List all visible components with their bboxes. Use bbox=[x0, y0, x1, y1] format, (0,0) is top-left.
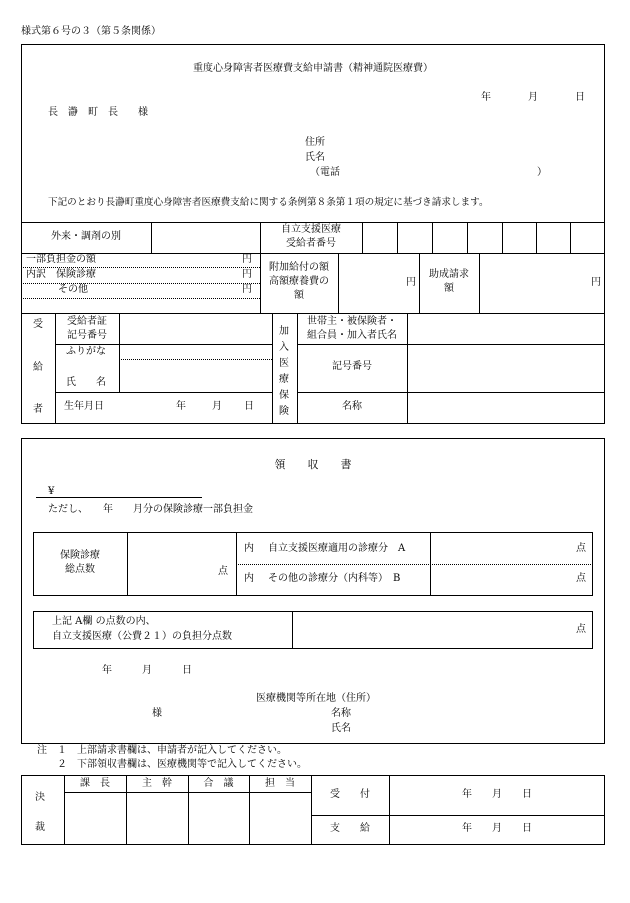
breakdown-label: 内訳 bbox=[26, 269, 46, 280]
name-label: 氏名 bbox=[305, 152, 325, 163]
dob-month: 月 bbox=[212, 401, 222, 412]
approval-col-4: 担 当 bbox=[265, 778, 295, 789]
paid-label: 支 給 bbox=[330, 823, 370, 834]
approval-col-2: 主 幹 bbox=[142, 778, 172, 789]
total-points-unit: 点 bbox=[218, 566, 228, 577]
recipient-side-2: 給 bbox=[33, 362, 43, 373]
note-2: ２ 下部領収書欄は、医療機関等で記入してください。 bbox=[37, 759, 307, 770]
insurance-section-label: 加入医療保険 bbox=[279, 326, 289, 417]
supplementary-yen: 円 bbox=[406, 277, 416, 288]
receipt-title: 領 収 書 bbox=[274, 458, 352, 471]
address-label: 住所 bbox=[305, 137, 325, 148]
inner-label-b: 内 bbox=[244, 573, 254, 584]
phone-close: ） bbox=[537, 167, 547, 178]
supplementary-label: 附加給付の額 高額療養費の 額 bbox=[269, 262, 329, 301]
public-expense-label: 上記 A欄 の点数の内、 自立支援医療（公費２１）の負担分点数 bbox=[52, 616, 232, 642]
copay-yen: 円 bbox=[242, 254, 252, 265]
doctor-name-label: 氏名 bbox=[331, 723, 351, 734]
approval-side-2: 裁 bbox=[35, 822, 45, 833]
other-yen: 円 bbox=[242, 284, 252, 295]
inner-label-a: 内 bbox=[244, 543, 254, 554]
insurance-label: 保険診療 bbox=[56, 269, 96, 280]
institution-address-label: 医療機関等所在地（住所） bbox=[256, 693, 376, 704]
form-number: 様式第６号の３（第５条関係） bbox=[21, 26, 161, 37]
date-year: 年 bbox=[481, 92, 491, 103]
furigana-label: ふりがな bbox=[66, 346, 106, 357]
recipient-side-1: 受 bbox=[33, 319, 43, 330]
visit-type-label: 外来・調剤の別 bbox=[51, 231, 121, 242]
insurance-yen: 円 bbox=[242, 269, 252, 280]
proviso: ただし、 年 月分の保険診療一部負担金 bbox=[48, 504, 253, 515]
receipt-date: 年 月 日 bbox=[102, 665, 192, 676]
symbol-number-label: 記号番号 bbox=[332, 361, 372, 372]
approval-col-1: 課 長 bbox=[80, 778, 110, 789]
subsidy-yen: 円 bbox=[591, 277, 601, 288]
institution-name-label: 名称 bbox=[331, 708, 351, 719]
received-date: 年 月 日 bbox=[462, 789, 532, 800]
total-points-label: 保険診療 総点数 bbox=[60, 550, 100, 575]
insurer-name-label: 名称 bbox=[342, 401, 362, 412]
yen-mark: ¥ bbox=[48, 486, 55, 497]
approval-side-1: 決 bbox=[35, 792, 45, 803]
addressee: 長 瀞 町 長 様 bbox=[48, 107, 148, 118]
date-day: 日 bbox=[575, 92, 585, 103]
copay-label: 一部負担金の額 bbox=[26, 254, 96, 265]
dob-day: 日 bbox=[244, 401, 254, 412]
cert-number-label: 受給者証 記号番号 bbox=[67, 316, 107, 341]
public-expense-unit: 点 bbox=[576, 624, 586, 635]
receipt-sama: 様 bbox=[152, 708, 162, 719]
phone-label: （電話 bbox=[310, 167, 340, 178]
row-b-unit: 点 bbox=[576, 573, 586, 584]
dob-year: 年 bbox=[176, 401, 186, 412]
holder-label: 世帯主・被保険者・ 組合員・加入者氏名 bbox=[307, 316, 397, 341]
dob-label: 生年月日 bbox=[64, 401, 104, 412]
row-a-unit: 点 bbox=[576, 543, 586, 554]
recipient-side-3: 者 bbox=[33, 404, 43, 415]
row-b-label: その他の診療分（内科等） B bbox=[268, 573, 401, 584]
recipient-number-label: 自立支援医療 受給者番号 bbox=[281, 224, 341, 249]
received-label: 受 付 bbox=[330, 789, 370, 800]
statement: 下記のとおり長瀞町重度心身障害者医療費支給に関する条例第８条第１項の規定に基づき請求します。 bbox=[48, 197, 489, 208]
date-month: 月 bbox=[528, 92, 538, 103]
approval-col-3: 合 議 bbox=[203, 778, 234, 789]
paid-date: 年 月 日 bbox=[462, 823, 532, 834]
note-1: 注 １ 上部請求書欄は、申請者が記入してください。 bbox=[37, 745, 287, 756]
name-field-label: 氏 名 bbox=[66, 377, 106, 388]
subsidy-label: 助成請求 額 bbox=[429, 269, 469, 294]
other-label: その他 bbox=[58, 284, 88, 295]
row-a-label: 自立支援医療適用の診療分 A bbox=[268, 543, 406, 554]
application-title: 重度心身障害者医療費支給申請書（精神通院医療費） bbox=[193, 63, 433, 74]
